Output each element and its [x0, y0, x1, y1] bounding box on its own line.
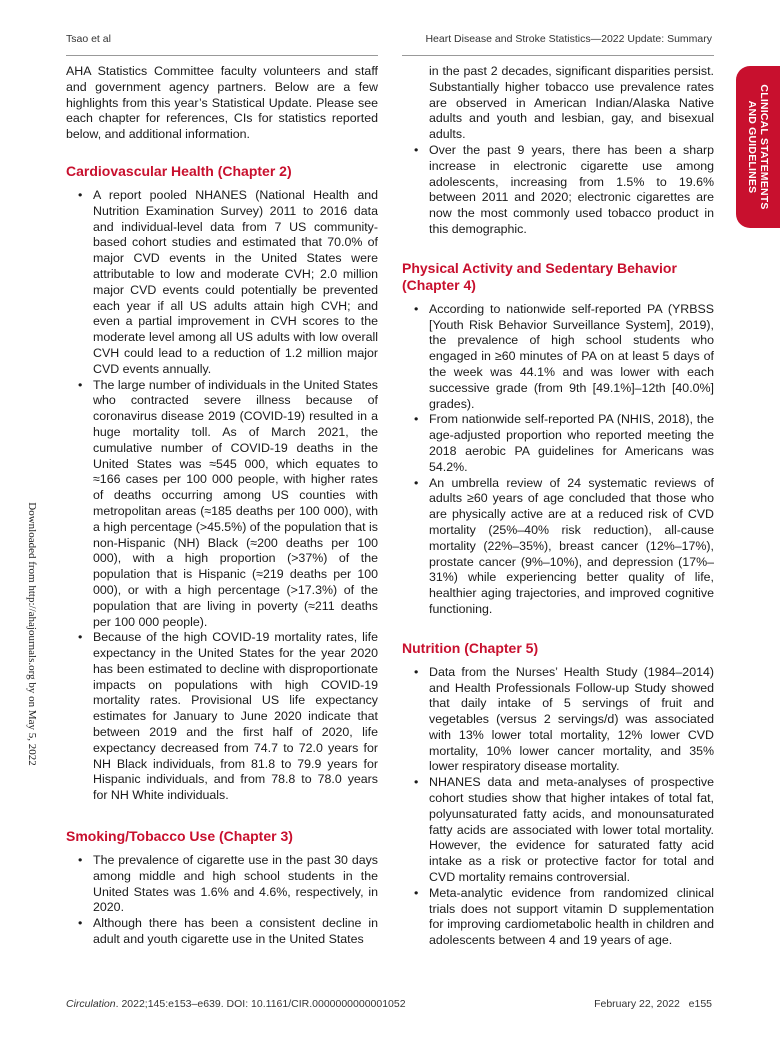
footer-date: February 22, 2022: [594, 998, 680, 1010]
footer-citation: [66, 998, 406, 1010]
section-side-tab: [736, 66, 780, 228]
running-header-authors: Tsao et al: [66, 33, 111, 45]
bullet-item: • The large number of individuals in the United States who contracted severe illness because of coronavirus disease 2019 (COVID-19) resulted in a huge mortality toll. As of March 2021, the cumulative number of COVID-19 deaths in the United States was ≈545 000, which equates to ≈166 cases per 100 000 people, with higher rates of deaths occurring among US counties with metropolitan areas (≈185 deaths per 100 000), with a high percentage (>45.5%) of the population that is non-Hispanic (NH) Black (≈200 deaths per 100 000), with a high proportion (>37%) of the population that is Hispanic (≈219 deaths per 100 000), or with a high percentage (>17.3%) of the population that are living in poverty (≈211 deaths per 100 000 people).: [66, 378, 378, 631]
bullet-item: • The prevalence of cigarette use in the past 30 days among middle and high school students in the United States was 1.6% and 4.6%, respectively, in 2020.: [66, 853, 378, 916]
footer-date-page: [594, 998, 712, 1010]
bullet-item: • According to nationwide self-reported PA (YRBSS [Youth Risk Behavior Surveillance System], 2019), the prevalence of high school students who engaged in ≥60 minutes of PA on at least 5 days of the week was 44.1% and was lower with each successive grade (from 9th [49.1%]–12th [40.0%] grades).: [402, 302, 714, 413]
bullet-item: • Because of the high COVID-19 mortality rates, life expectancy in the United States for the year 2020 has been estimated to decline with disproportionate impacts on populations with high COVID-19 mortality rates. Provisional US life expectancy estimates for January to June 2020 indicate that between 2019 and the first half of 2020, life expectancy decreased from 74.7 to 72.0 years for NH Black individuals, from 81.8 to 79.9 years for Hispanic individuals, and from 78.8 to 78.0 years for NH White individuals.: [66, 630, 378, 804]
bullet-item: • Over the past 9 years, there has been a sharp increase in electronic cigarette use among adolescents, increasing from 1.5% to 19.6% between 2011 and 2020; electronic cigarettes are now the most commonly used tobacco product in this demographic.: [402, 143, 714, 238]
continued-bullet-text: in the past 2 decades, significant disparities persist. Substantially higher tobacco use prevalence rates are observed in American Indian/Alaska Native adults and youth and lesbian, gay, and bisexual adults.: [429, 64, 714, 142]
side-tab-label: [746, 84, 770, 209]
download-watermark: Downloaded from http://ahajournals.org by on May 5, 2022: [26, 502, 38, 766]
footer-journal: Circulation: [66, 998, 116, 1010]
header-rule-left: [66, 55, 378, 56]
bullet-item: • NHANES data and meta-analyses of prospective cohort studies show that higher intakes of total fat, polyunsaturated fatty acids, and monounsaturated fatty acids are associated with lower total mortality. However, the evidence for saturated fatty acid intake as a risk or protective factor for total and CVD mortality remains controversial.: [402, 775, 714, 886]
bullet-item: • A report pooled NHANES (National Health and Nutrition Examination Survey) 2011 to 2016 data and individual-level data from 7 US community-based cohort studies and estimated that 70.0% of major CVD events in the United States were attributable to low and moderate CVH; 2.0 million major CVD events could potentially be prevented each year if all US adults attain high CVH; and even a partial improvement in CVH scores to the moderate level among all US adults with low overall CVH could lead to a reduction of 1.2 million major CVD events annually.: [66, 188, 378, 378]
bullet-item: • Although there has been a consistent decline in adult and youth cigarette use in the United States: [66, 916, 378, 948]
section-heading-smoking: Smoking/Tobacco Use (Chapter 3): [66, 828, 293, 845]
bullet-item: • An umbrella review of 24 systematic reviews of adults ≥60 years of age concluded that those who are physically active are at a reduced risk of CVD mortality (25%–40% risk reduction), all-cause mortality (22%–35%), breast cancer (12%–17%), prostate cancer (9%–10%), and depression (17%–31%) while experiencing better quality of life, healthier aging trajectories, and improved cognitive functioning.: [402, 476, 714, 618]
intro-paragraph: AHA Statistics Committee faculty volunteers and staff and government agency partners. Below are a few highlights from this year’s Statistical Update. Please see each chapter for references, CIs for statistics reported below, and additional information.: [66, 64, 378, 142]
bullet-list-cardiovascular-health: [66, 188, 378, 804]
running-header-title: Heart Disease and Stroke Statistics—2022 Update: Summary: [425, 33, 712, 45]
bullet-list-smoking: [66, 853, 378, 948]
footer-doi: . 2022;145:e153–e639. DOI: 10.1161/CIR.0000000000001052: [115, 998, 406, 1010]
left-column: [66, 64, 378, 948]
bullet-list-nutrition: [402, 665, 714, 949]
section-heading-cardiovascular-health: Cardiovascular Health (Chapter 2): [66, 162, 292, 179]
section-heading-physical-activity: Physical Activity and Sedentary Behavior (Chapter 4): [402, 259, 677, 293]
bullet-item: • Meta-analytic evidence from randomized clinical trials does not support vitamin D supplementation for improving cardiometabolic health in children and adolescents between 4 and 19 years of age.: [402, 886, 714, 949]
header-rule-right: [402, 55, 714, 56]
bullet-item: • From nationwide self-reported PA (NHIS, 2018), the age-adjusted proportion who reported meeting the 2018 aerobic PA guidelines for Americans was 54.2%.: [402, 412, 714, 475]
footer-page-number: e155: [688, 998, 712, 1010]
bullet-list-physical-activity: [402, 302, 714, 618]
side-tab-line-1: CLINICAL STATEMENTS: [758, 84, 770, 210]
bullet-list-smoking-continued: [402, 143, 714, 238]
bullet-item: • Data from the Nurses’ Health Study (1984–2014) and Health Professionals Follow-up Study showed that daily intake of 5 servings of fruit and vegetables (versus 2 servings/d) was associated with 13% lower total mortality, 12% lower CVD mortality, 10% lower cancer mortality, and 35% lower respiratory disease mortality.: [402, 665, 714, 776]
right-column: [402, 64, 714, 949]
side-tab-line-2: AND GUIDELINES: [746, 100, 758, 194]
section-heading-nutrition: Nutrition (Chapter 5): [402, 639, 539, 656]
